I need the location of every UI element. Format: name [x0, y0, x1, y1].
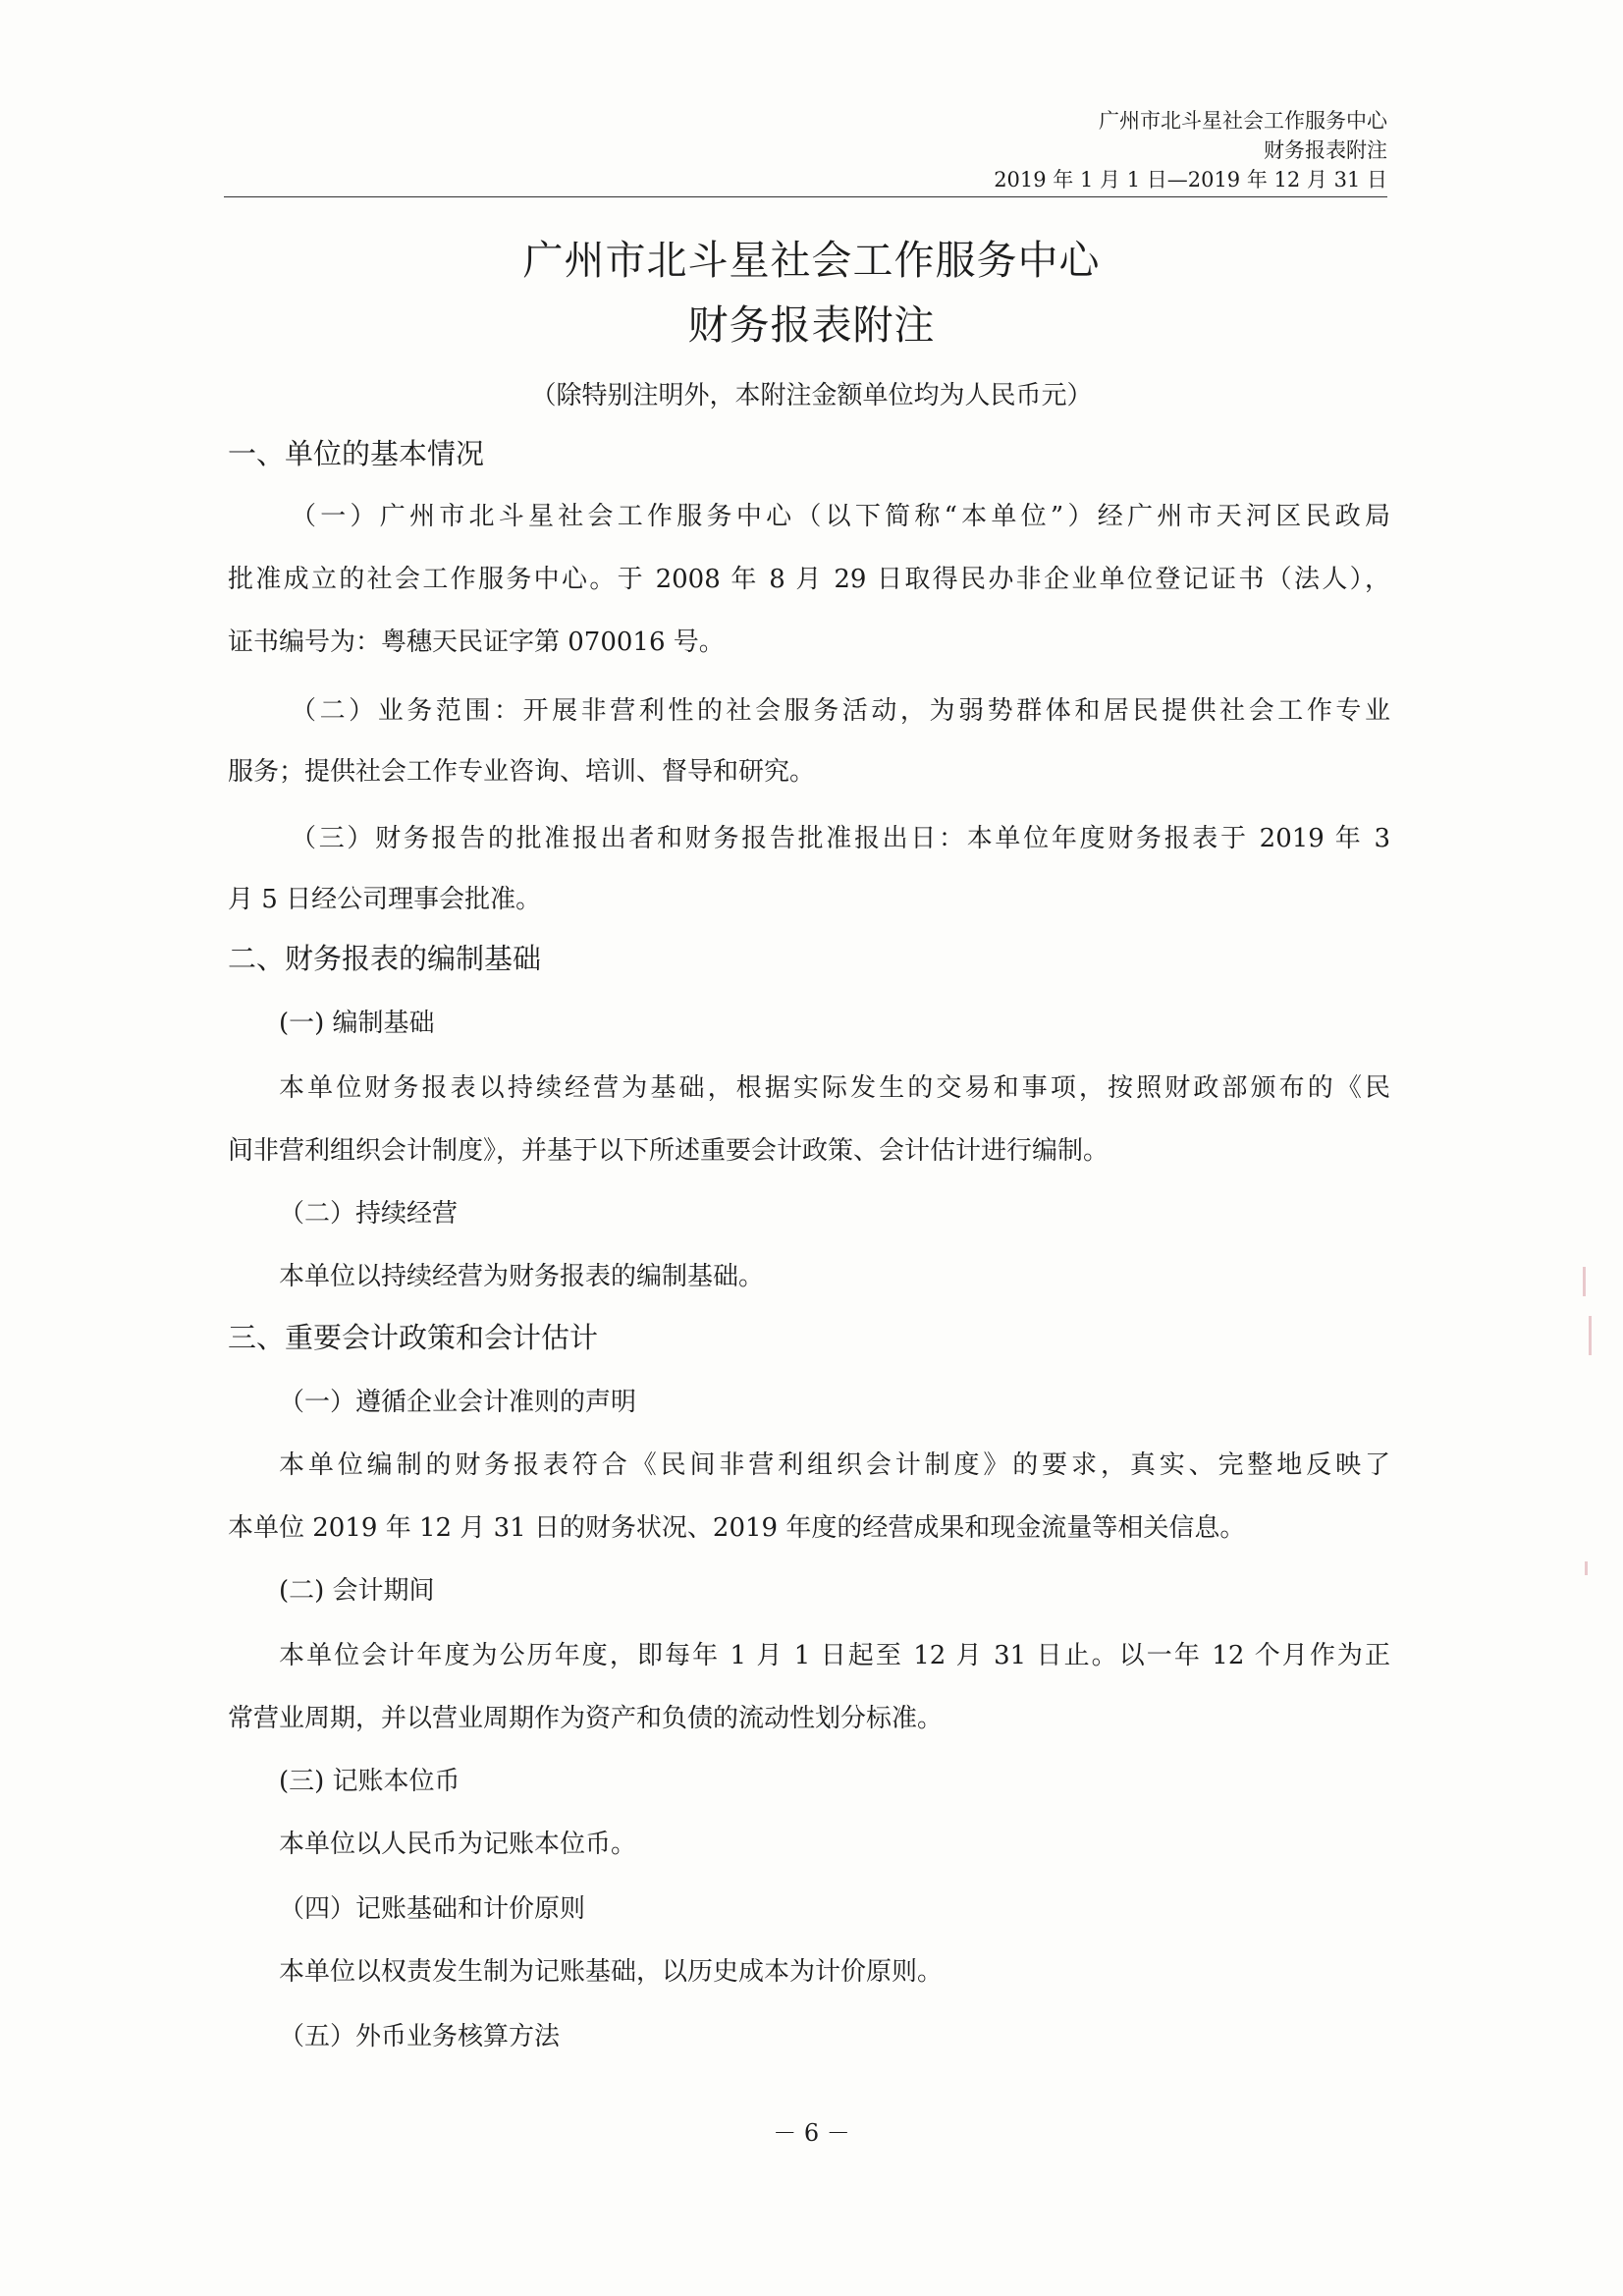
paragraph-line: 间非营利组织会计制度》，并基于以下所述重要会计政策、会计估计进行编制。 — [228, 1136, 1109, 1166]
paragraph-line: 本单位以人民币为记账本位币。 — [279, 1830, 637, 1859]
subsection-heading: (三) 记账本位币 — [279, 1767, 460, 1796]
paragraph-line: 本单位以持续经营为财务报表的编制基础。 — [279, 1262, 765, 1291]
subsection-heading: (一) 编制基础 — [279, 1009, 435, 1038]
subsection-heading: （一）遵循企业会计准则的声明 — [279, 1388, 637, 1417]
paragraph-line: 本单位会计年度为公历年度，即每年 1 月 1 日起至 12 月 31 日止。以一年 12 个月作为正 — [279, 1641, 1390, 1670]
seal-bleed-mark — [1583, 1267, 1586, 1296]
paragraph-line: 证书编号为：粤穗天民证字第 070016 号。 — [228, 628, 725, 657]
header-period: 2019 年 1 月 1 日—2019 年 12 月 31 日 — [994, 168, 1387, 191]
subsection-heading: （四）记账基础和计价原则 — [279, 1894, 586, 1924]
paragraph-line: 本单位以权责发生制为记账基础，以历史成本为计价原则。 — [279, 1957, 944, 1987]
subsection-heading: （二）持续经营 — [279, 1199, 459, 1229]
paragraph-line: 本单位 2019 年 12 月 31 日的财务状况、2019 年度的经营成果和现金流量等相关信息。 — [228, 1513, 1246, 1543]
document-subtitle-title: 财务报表附注 — [687, 301, 936, 349]
paragraph-line: （二）业务范围：开展非营利性的社会服务活动，为弱势群体和居民提供社会工作专业 — [291, 696, 1390, 726]
paragraph-line: 月 5 日经公司理事会批准。 — [228, 885, 542, 914]
subsection-heading: （五）外币业务核算方法 — [279, 2022, 561, 2051]
header-rule — [224, 196, 1387, 197]
header-doc: 财务报表附注 — [1264, 138, 1387, 162]
paragraph-line: （三）财务报告的批准报出者和财务报告批准报出日：本单位年度财务报表于 2019 年 3 — [291, 824, 1390, 853]
subsection-heading: (二) 会计期间 — [279, 1576, 435, 1606]
header-org: 广州市北斗星社会工作服务中心 — [1099, 109, 1387, 133]
seal-bleed-mark — [1589, 1316, 1592, 1355]
paragraph-line: 本单位编制的财务报表符合《民间非营利组织会计制度》的要求，真实、完整地反映了 — [279, 1450, 1390, 1480]
document-title: 广州市北斗星社会工作服务中心 — [522, 237, 1101, 284]
section-heading-3: 三、重要会计政策和会计估计 — [228, 1321, 599, 1354]
currency-note: （除特别注明外，本附注金额单位均为人民币元） — [530, 381, 1093, 410]
paragraph-line: 服务；提供社会工作专业咨询、培训、督导和研究。 — [228, 757, 816, 787]
running-header — [994, 106, 1387, 194]
seal-bleed-mark — [1585, 1561, 1588, 1575]
paragraph-line: （一）广州市北斗星社会工作服务中心（以下简称“本单位”）经广州市天河区民政局 — [291, 502, 1390, 531]
paragraph-line: 本单位财务报表以持续经营为基础，根据实际发生的交易和事项，按照财政部颁布的《民 — [279, 1073, 1390, 1103]
section-heading-1: 一、单位的基本情况 — [228, 437, 485, 470]
page-number: － 6 － — [773, 2119, 850, 2147]
section-heading-2: 二、财务报表的编制基础 — [228, 942, 542, 975]
paragraph-line: 批准成立的社会工作服务中心。于 2008 年 8 月 29 日取得民办非企业单位登记证书（法人）， — [228, 565, 1390, 594]
paragraph-line: 常营业周期，并以营业周期作为资产和负债的流动性划分标准。 — [228, 1704, 944, 1733]
